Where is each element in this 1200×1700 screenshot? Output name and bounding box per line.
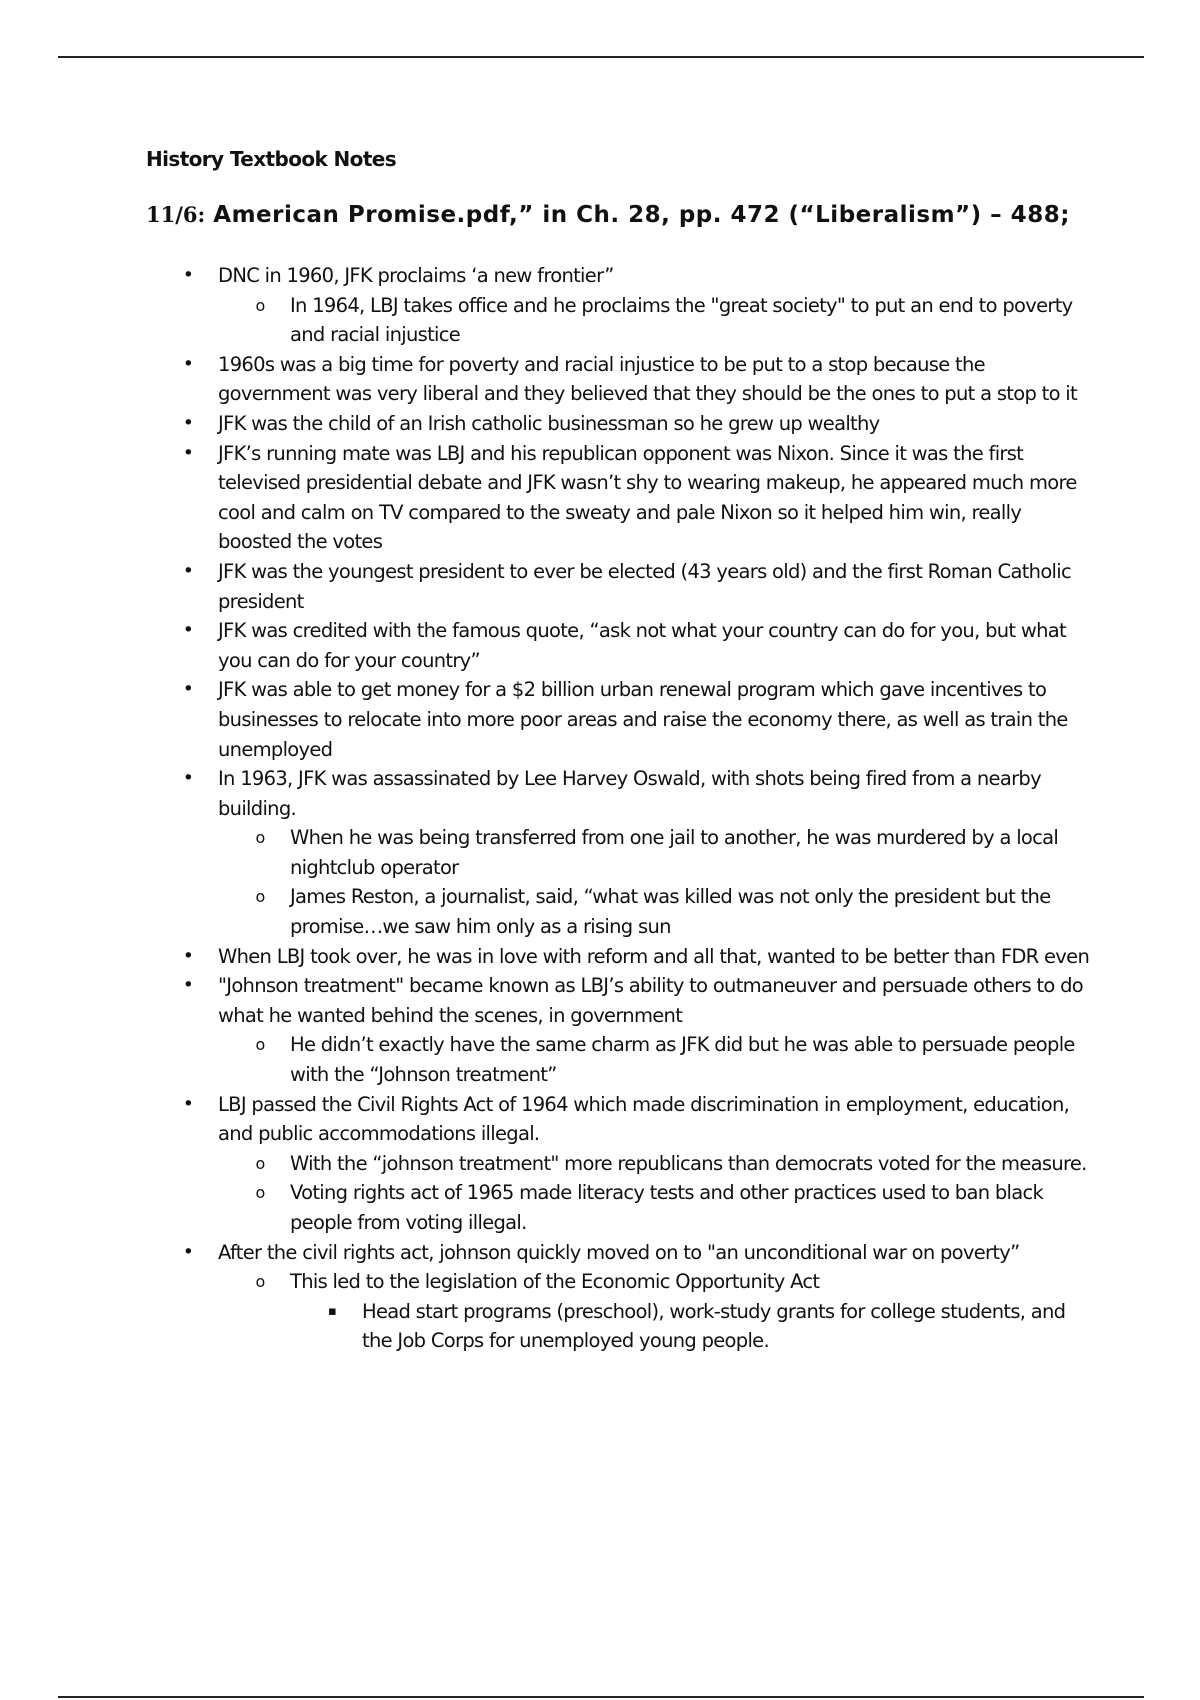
bullet-disc-icon: • xyxy=(182,974,194,997)
bullet-circle-icon: o xyxy=(255,1153,265,1173)
document-title: History Textbook Notes xyxy=(146,147,397,171)
note-item-level1 xyxy=(178,942,1098,972)
note-item-level1 xyxy=(178,350,1098,409)
note-text: Voting rights act of 1965 made literacy tests and other practices used to ban black people from voting illegal. xyxy=(290,1181,1044,1234)
bullet-disc-icon: • xyxy=(182,1092,194,1115)
note-item-level3 xyxy=(322,1297,1098,1356)
bullet-disc-icon: • xyxy=(182,944,194,967)
section-heading xyxy=(146,199,1070,231)
note-item-level1 xyxy=(178,557,1098,616)
note-item-level1 xyxy=(178,1238,1098,1268)
note-item-level2 xyxy=(250,823,1098,882)
bullet-disc-icon: • xyxy=(182,678,194,701)
note-item-level1 xyxy=(178,764,1098,823)
note-item-level1 xyxy=(178,439,1098,557)
note-text: JFK was the child of an Irish catholic businessman so he grew up wealthy xyxy=(218,411,880,435)
bullet-circle-icon: o xyxy=(255,1183,265,1203)
bullet-circle-icon: o xyxy=(255,1272,265,1292)
note-text: When LBJ took over, he was in love with reform and all that, wanted to be better than FDR even xyxy=(218,944,1090,968)
bullet-disc-icon: • xyxy=(182,441,194,464)
note-text: 1960s was a big time for poverty and racial injustice to be put to a stop because the government was very liberal and they believed that they should be the ones to put a stop to it xyxy=(218,352,1077,406)
note-text: JFK was able to get money for a $2 billion urban renewal program which gave incentives to businesses to relocate into more poor areas and raise the economy there, as well as train the unemployed xyxy=(218,678,1068,761)
note-text: James Reston, a journalist, said, “what was killed was not only the president but the promise…we saw him only as a rising sun xyxy=(290,885,1051,939)
bullet-circle-icon: o xyxy=(255,887,265,907)
bullet-circle-icon: o xyxy=(255,295,265,315)
bullet-circle-icon: o xyxy=(255,1035,265,1055)
bullet-square-icon: ▪ xyxy=(327,1303,337,1319)
note-item-level1 xyxy=(178,616,1098,675)
note-text: LBJ passed the Civil Rights Act of 1964 which made discrimination in employment, education, and public accommodations illegal. xyxy=(218,1092,1070,1146)
note-item-level1 xyxy=(178,261,1098,291)
note-text: With the “johnson treatment" more republicans than democrats voted for the measure. xyxy=(290,1151,1087,1175)
note-text: "Johnson treatment" became known as LBJ’s ability to outmaneuver and persuade others to do what he wanted behind the scenes, in government xyxy=(218,974,1083,1027)
note-text: JFK was credited with the famous quote, “ask not what your country can do for you, but what you can do for your country” xyxy=(218,619,1066,672)
note-text: He didn’t exactly have the same charm as JFK did but he was able to persuade people with the “Johnson treatment” xyxy=(290,1033,1075,1087)
bullet-disc-icon: • xyxy=(182,264,194,286)
bullet-disc-icon: • xyxy=(182,559,194,582)
page-top-rule xyxy=(58,56,1144,58)
heading-date: 11/6: xyxy=(146,202,206,227)
note-text: Head start programs (preschool), work-study grants for college students, and the Job Corps for unemployed young people. xyxy=(362,1299,1066,1353)
note-text: When he was being transferred from one jail to another, he was murdered by a local nightclub operator xyxy=(290,826,1059,879)
note-item-level1 xyxy=(178,675,1098,764)
note-text: JFK was the youngest president to ever be elected (43 years old) and the first Roman Catholic president xyxy=(218,559,1072,613)
note-item-level2 xyxy=(250,1178,1098,1237)
note-item-level1 xyxy=(178,1090,1098,1149)
bullet-circle-icon: o xyxy=(255,828,265,848)
bullet-disc-icon: • xyxy=(182,1240,194,1263)
note-text: After the civil rights act, johnson quickly moved on to "an unconditional war on poverty” xyxy=(218,1240,1020,1264)
bullet-disc-icon: • xyxy=(182,352,194,375)
note-item-level2 xyxy=(250,1149,1098,1179)
note-item-level2 xyxy=(250,1267,1098,1297)
note-text: In 1963, JFK was assassinated by Lee Harvey Oswald, with shots being fired from a nearby building. xyxy=(218,767,1041,820)
note-item-level2 xyxy=(250,291,1098,350)
note-item-level2 xyxy=(250,1030,1098,1089)
bullet-disc-icon: • xyxy=(182,411,194,434)
note-text: JFK’s running mate was LBJ and his republican opponent was Nixon. Since it was the first televised presidential debate and JFK wasn’t shy to wearing makeup, he appeared much more cool and calm on TV compared to the sweaty and pale Nixon so it helped him win, really boosted the votes xyxy=(218,441,1077,554)
note-item-level2 xyxy=(250,882,1098,941)
note-item-level1 xyxy=(178,971,1098,1030)
note-text: In 1964, LBJ takes office and he proclaims the "great society" to put an end to poverty and racial injustice xyxy=(290,293,1073,347)
note-item-level1 xyxy=(178,409,1098,439)
bullet-disc-icon: • xyxy=(182,767,194,790)
notes-list xyxy=(178,261,1098,1356)
note-text: DNC in 1960, JFK proclaims ‘a new frontier” xyxy=(218,264,614,287)
note-text: This led to the legislation of the Economic Opportunity Act xyxy=(290,1270,820,1294)
bullet-disc-icon: • xyxy=(182,619,194,642)
heading-reference: American Promise.pdf,” in Ch. 28, pp. 472 (“Liberalism”) – 488; xyxy=(213,202,1070,228)
page-bottom-rule xyxy=(58,1696,1144,1698)
